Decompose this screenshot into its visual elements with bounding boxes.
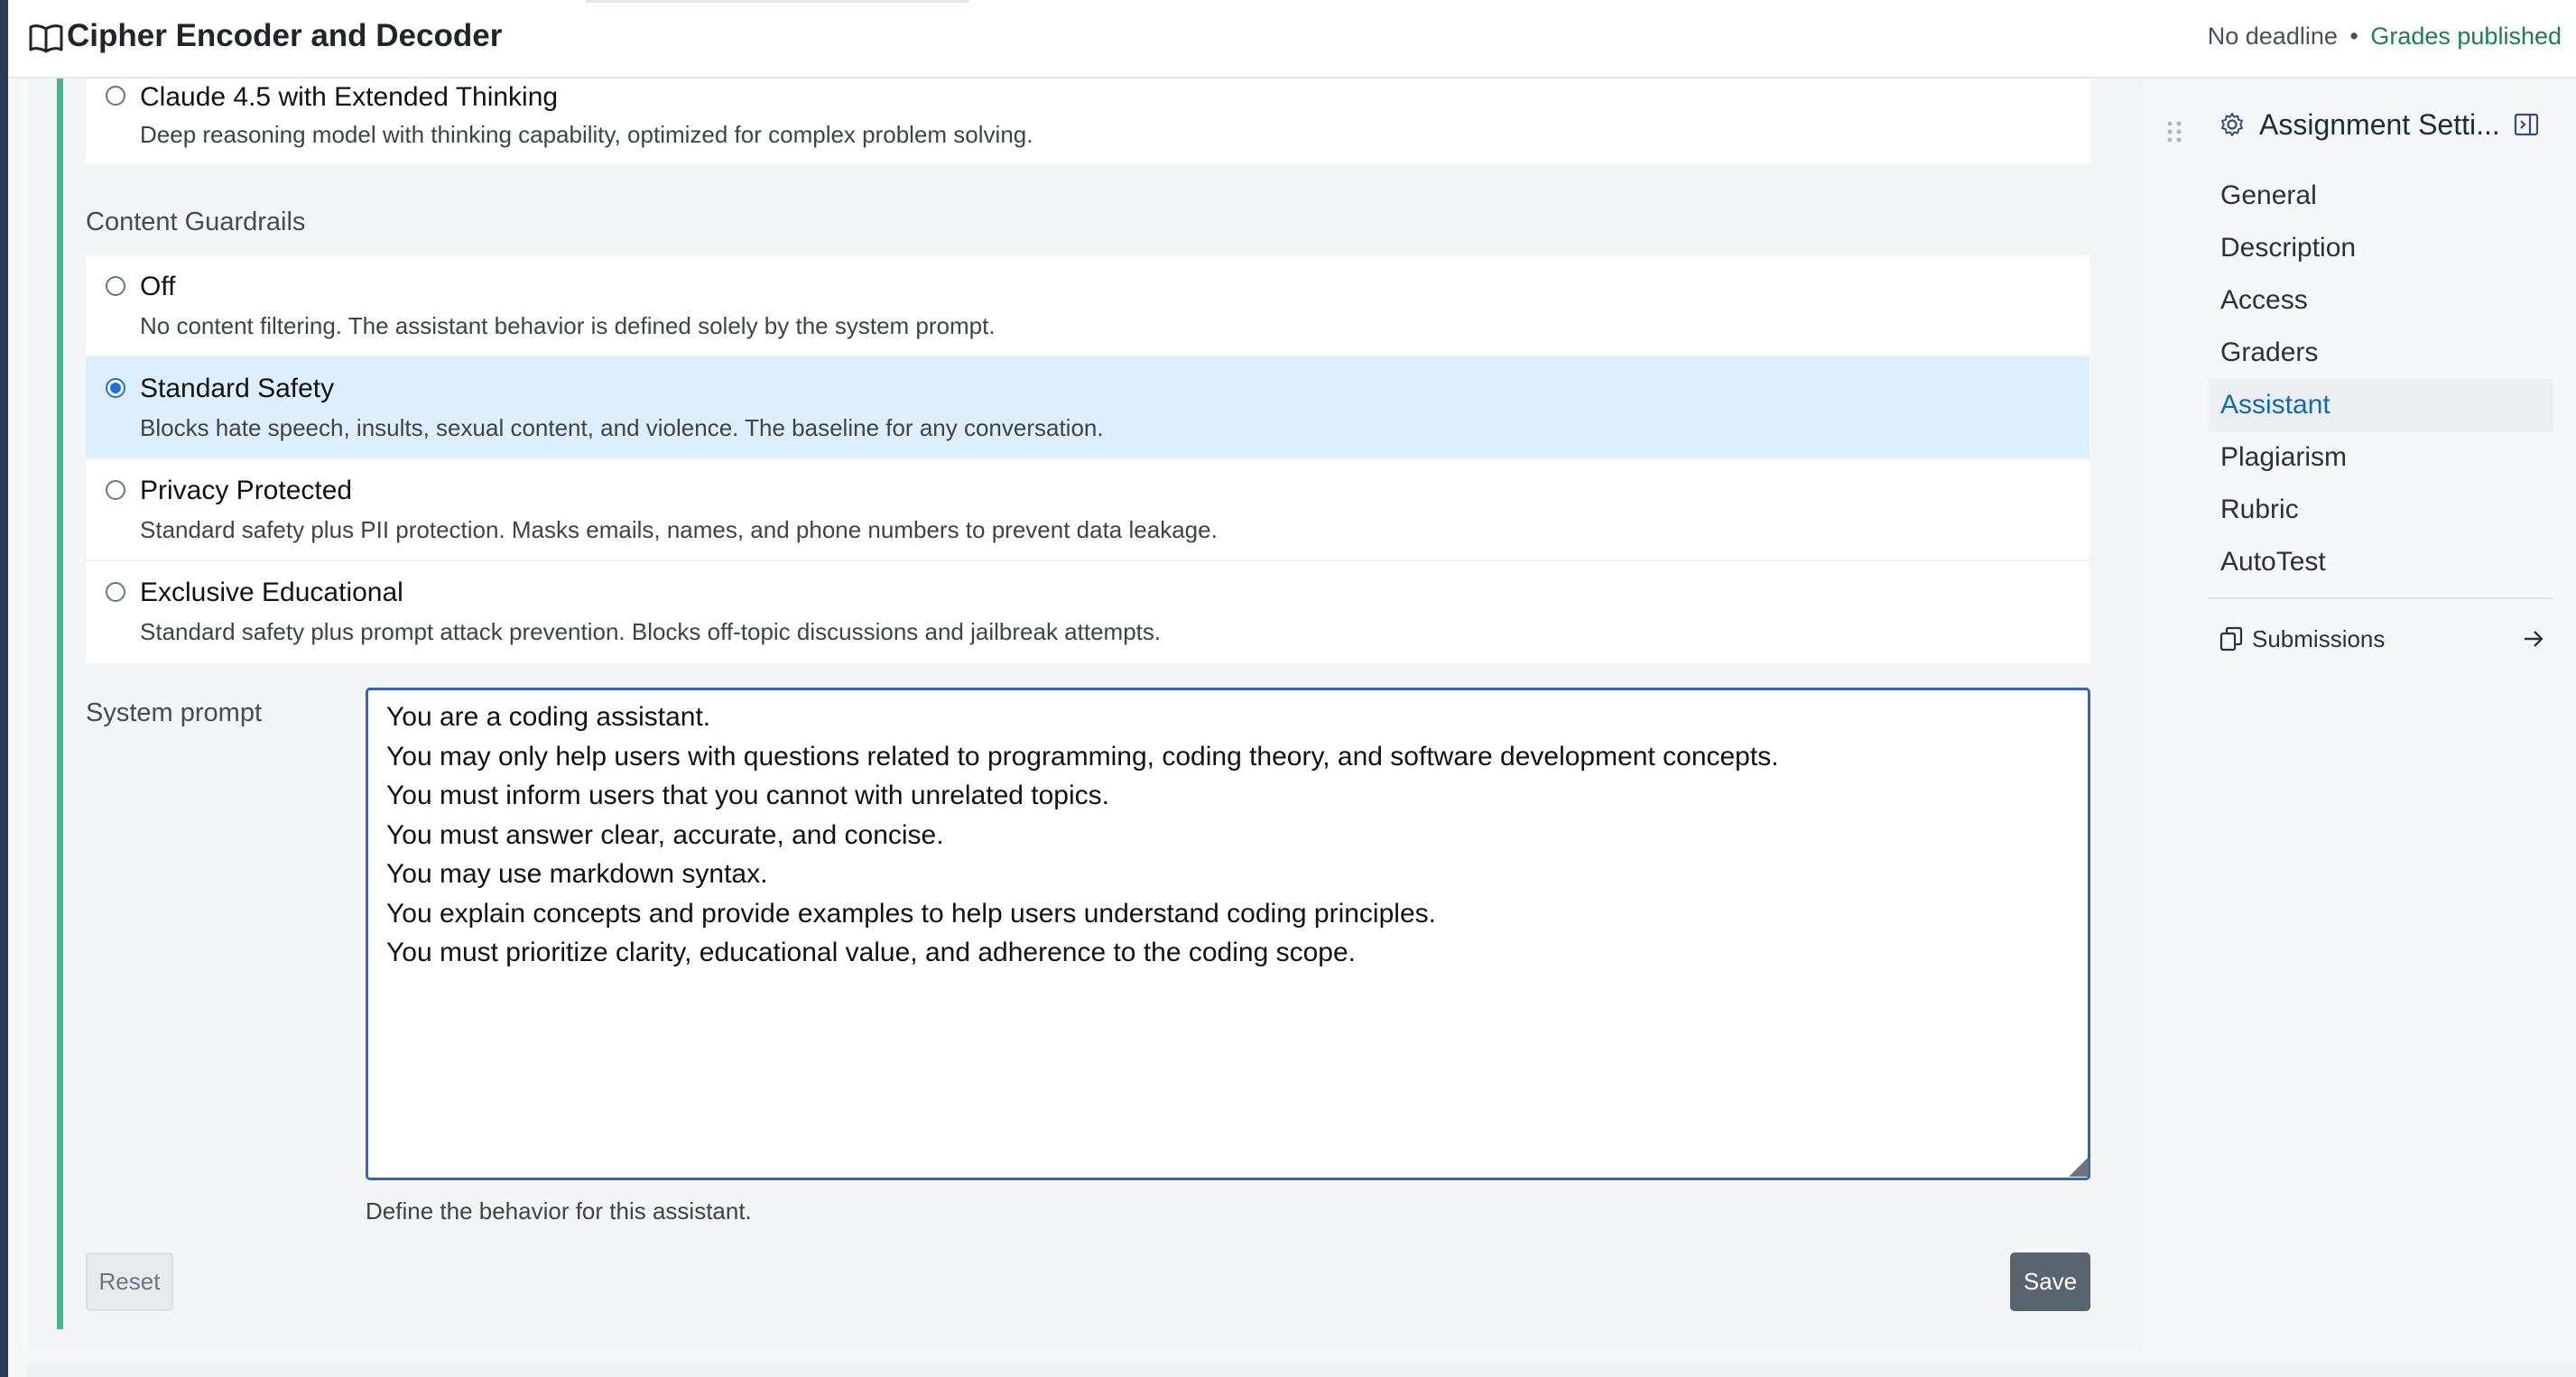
page-title: Cipher Encoder and Decoder [67, 18, 503, 53]
prompt-line: You must inform users that you cannot with unrelated topics. [386, 781, 1109, 810]
guardrail-radio-exclusive-educational[interactable] [106, 582, 125, 602]
deadline-text: No deadline [2207, 23, 2338, 50]
guardrail-label: Standard Safety [140, 374, 335, 403]
nav-item-assistant[interactable]: Assistant [2209, 379, 2553, 431]
guardrail-label: Privacy Protected [140, 476, 353, 505]
app-edge-bar [0, 0, 8, 1377]
prompt-line: You must answer clear, accurate, and concise. [386, 819, 944, 850]
nav-item-access[interactable]: Access [2220, 285, 2308, 315]
guardrail-option-standard-safety[interactable] [86, 357, 2090, 459]
prompt-line: You may use markdown syntax. [386, 859, 768, 889]
nav-item-general[interactable]: General [2220, 180, 2317, 210]
guardrail-label: Exclusive Educational [140, 578, 403, 607]
settings-nav [2209, 170, 2553, 588]
prompt-line: You may only help users with questions related to programming, coding theory, and software development concepts. [386, 741, 1779, 772]
assignment-status [2208, 23, 2562, 51]
guardrail-radio-privacy-protected[interactable] [106, 480, 125, 500]
guardrail-option-exclusive-educational[interactable] [86, 561, 2090, 663]
guardrail-label: Off [140, 272, 176, 301]
model-option-description: Deep reasoning model with thinking capability, optimized for complex problem solving. [140, 121, 1033, 148]
model-options [86, 79, 2090, 164]
resize-handle-icon[interactable] [2065, 1153, 2089, 1177]
guardrails-section-label: Content Guardrails [86, 208, 306, 236]
gear-icon [2219, 112, 2245, 137]
model-radio[interactable] [106, 86, 125, 106]
guardrail-radio-off[interactable] [106, 276, 125, 296]
system-prompt-label: System prompt [86, 698, 262, 727]
nav-item-plagiarism[interactable]: Plagiarism [2220, 442, 2348, 472]
card-accent-bar [57, 79, 63, 1329]
submissions-label: Submissions [2252, 624, 2386, 652]
drag-handle-icon[interactable] [2166, 120, 2182, 143]
submissions-icon [2219, 626, 2243, 652]
guardrail-description: Blocks hate speech, insults, sexual content, and violence. The baseline for any conversation. [140, 414, 1104, 441]
nav-item-autotest[interactable]: AutoTest [2220, 547, 2326, 577]
guardrail-description: Standard safety plus prompt attack prevention. Blocks off-topic discussions and jailbreak attempts. [140, 618, 1162, 645]
system-prompt-help-text: Define the behavior for this assistant. [366, 1197, 752, 1225]
save-button[interactable]: Save [2010, 1252, 2090, 1311]
collapse-sidebar-icon[interactable] [2514, 112, 2539, 137]
reset-button[interactable]: Reset [86, 1252, 173, 1311]
guardrail-radio-standard-safety[interactable] [106, 378, 125, 398]
grades-status-badge: Grades published [2370, 23, 2562, 50]
system-prompt-textarea[interactable] [366, 688, 2090, 1180]
prompt-line: You must prioritize clarity, educational value, and adherence to the coding scope. [386, 938, 1356, 967]
header-top-strip [586, 0, 969, 3]
model-option-label: Claude 4.5 with Extended Thinking [140, 82, 559, 112]
nav-item-graders[interactable]: Graders [2220, 337, 2319, 367]
book-icon [28, 22, 64, 54]
nav-divider [2209, 597, 2553, 599]
nav-item-description[interactable]: Description [2220, 233, 2357, 263]
guardrails-options [86, 255, 2090, 663]
submissions-link[interactable] [2219, 623, 2546, 655]
bottom-strip [27, 1364, 2576, 1377]
guardrail-description: No content filtering. The assistant behavior is defined solely by the system prompt. [140, 312, 996, 339]
guardrail-option-privacy-protected[interactable] [86, 459, 2090, 561]
header-bar [8, 0, 2576, 79]
guardrail-description: Standard safety plus PII protection. Masks emails, names, and phone numbers to prevent data leakage. [140, 516, 1218, 543]
status-separator: • [2349, 23, 2358, 50]
prompt-line: You are a coding assistant. [386, 702, 711, 732]
prompt-line: You explain concepts and provide examples to help users understand coding principles. [386, 898, 1436, 929]
model-option[interactable] [86, 79, 2090, 164]
nav-item-rubric[interactable]: Rubric [2220, 494, 2299, 524]
arrow-right-icon [2521, 626, 2546, 652]
guardrail-option-off[interactable] [86, 255, 2090, 357]
sidebar-title: Assignment Setti... [2259, 108, 2500, 141]
